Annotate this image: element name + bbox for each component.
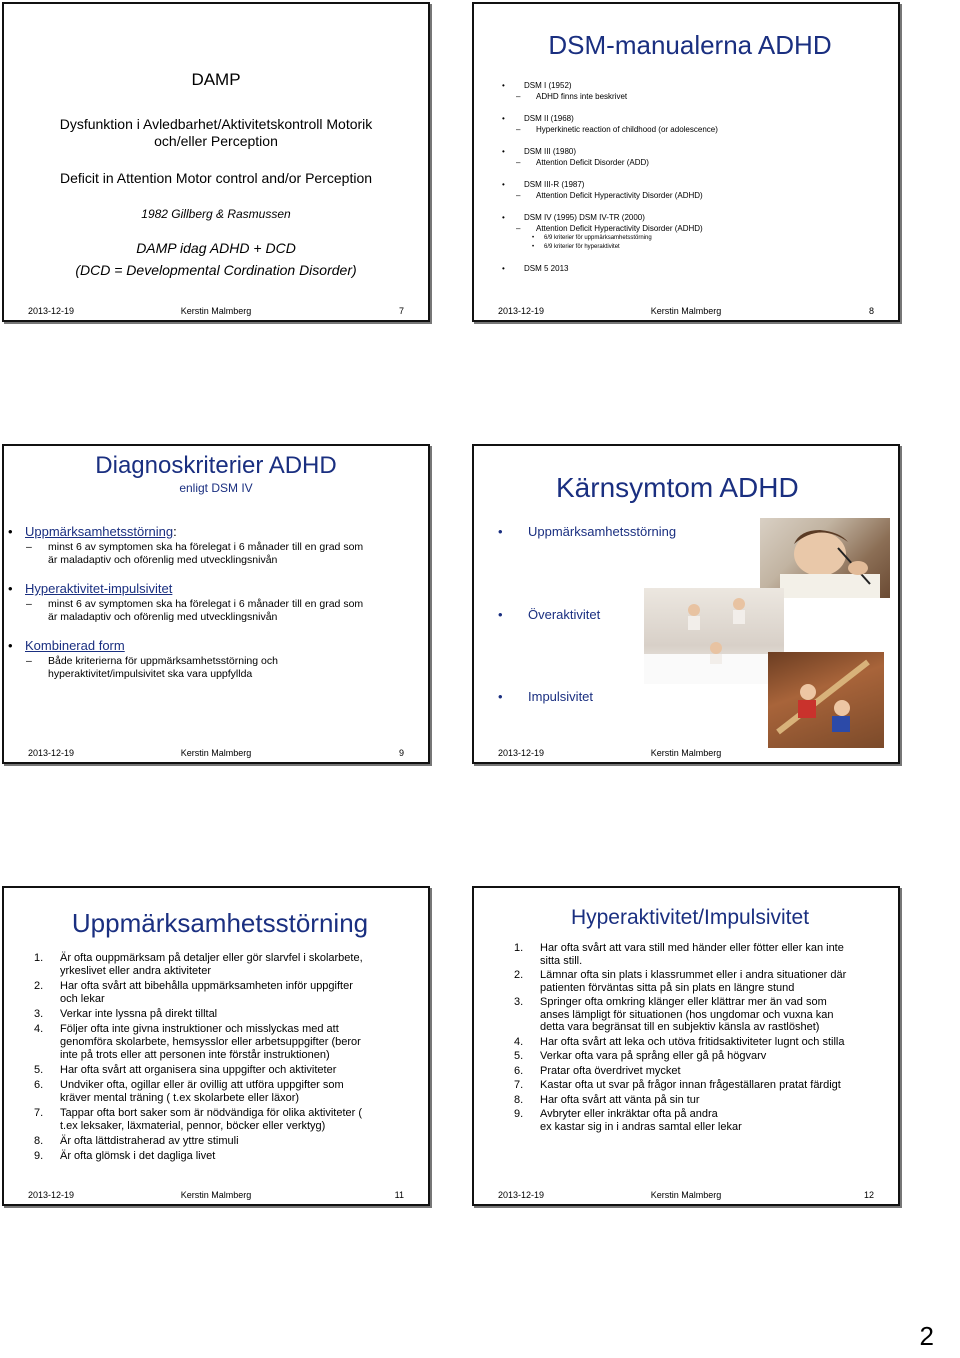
- criteria-item: 6. Pratar ofta överdrivet mycket: [514, 1064, 681, 1077]
- criteria-heading: • Uppmärksamhetsstörning:: [8, 524, 420, 539]
- criteria-list: [8, 524, 420, 681]
- dcd-definition: (DCD = Developmental Cordination Disorder): [75, 262, 357, 278]
- slide-9: [2, 444, 430, 764]
- core-symptom-item: • Impulsivitet: [498, 689, 593, 704]
- dsm-item: • DSM III-R (1987): [502, 179, 888, 190]
- criteria-item: 3. Verkar inte lyssna på direkt tilltal: [34, 1008, 218, 1020]
- footer-author: Kerstin Malmberg: [180, 1190, 252, 1200]
- criteria-item: 1. Har ofta svårt att vara still med händer eller fötter eller kan inte sitta still.: [514, 942, 844, 967]
- inattention-list: [34, 952, 420, 1165]
- dsm-item: • DSM IV (1995) DSM IV-TR (2000): [502, 212, 888, 223]
- kids-climbing-photo: [768, 652, 884, 748]
- dsm-subitem: – ADHD finns inte beskrivet: [516, 91, 888, 102]
- criteria-item: 5. Verkar ofta vara på språng eller gå på högvarv: [514, 1050, 767, 1062]
- slide-7: [2, 2, 430, 322]
- damp-definition-en: Deficit in Attention Motor control and/or Perception: [59, 170, 373, 186]
- slide-title: Kärnsymtom ADHD: [556, 472, 799, 503]
- criteria-detail: – Både kriterierna för uppmärksamhetsstörning och hyperaktivitet/impulsivitet ska vara uppfyllda: [26, 655, 420, 681]
- damp-definition-sv-1: Dysfunktion i Avledbarhet/Aktivitetskontroll Motorik: [59, 116, 373, 132]
- kids-jumping-photo: [644, 588, 784, 684]
- damp-today: DAMP idag ADHD + DCD: [136, 240, 296, 256]
- criteria-heading: • Hyperaktivitet-impulsivitet: [8, 581, 420, 596]
- criteria-item: 9. Är ofta glömsk i det dagliga livet: [34, 1150, 216, 1162]
- footer-date: 2013-12-19: [28, 748, 75, 758]
- core-symptom-item: • Överaktivitet: [498, 607, 600, 622]
- slide-subtitle: enligt DSM IV: [179, 481, 253, 495]
- footer-date: 2013-12-19: [498, 1190, 545, 1200]
- criteria-heading: • Kombinerad form: [8, 638, 420, 653]
- criteria-item: 8. Är ofta lättdistraherad av yttre stimuli: [34, 1135, 239, 1147]
- slide-title: DSM-manualerna ADHD: [548, 30, 832, 60]
- criteria-item: 8. Har ofta svårt att vänta på sin tur: [514, 1093, 700, 1106]
- slide-number: 11: [394, 1190, 404, 1200]
- dsm-item: • DSM II (1968): [502, 113, 888, 124]
- damp-origin: 1982 Gillberg & Rasmussen: [141, 207, 291, 221]
- slide-title: DAMP: [191, 70, 241, 89]
- criteria-item: 9. Avbryter eller inkräktar ofta på andra ex kastar sig in i andras samtal eller lekar: [514, 1108, 742, 1133]
- criteria-detail: – minst 6 av symptomen ska ha förelegat i 6 månader till en grad som är maladaptiv och oförenlig med utvecklingsnivån: [26, 541, 420, 567]
- footer-author: Kerstin Malmberg: [650, 1190, 722, 1200]
- criteria-item: 4. Följer ofta inte givna instruktioner och misslyckas med att genomföra skolarbete, hemsysslor eller arbetsuppgifter (beror inte på trots eller att personen inte förstår instruktionen): [34, 1023, 361, 1061]
- criteria-item: 7. Kastar ofta ut svar på frågor innan frågeställaren pratat färdigt: [514, 1079, 841, 1091]
- dsm-subitem: – Attention Deficit Hyperactivity Disorder (ADHD): [516, 223, 888, 234]
- footer-date: 2013-12-19: [498, 306, 545, 316]
- dsm-item: • DSM 5 2013: [502, 263, 888, 274]
- footer-date: 2013-12-19: [28, 306, 75, 316]
- core-symptom-item: • Uppmärksamhetsstörning: [498, 524, 676, 539]
- hyperactivity-list: [514, 942, 892, 1135]
- slide-number: 7: [398, 306, 404, 316]
- footer-author: Kerstin Malmberg: [650, 306, 722, 316]
- footer-author: Kerstin Malmberg: [180, 748, 252, 758]
- criteria-item: 1. Är ofta ouppmärksam på detaljer eller gör slarvfel i skolarbete, yrkeslivet eller andra aktiviteter: [34, 952, 363, 977]
- slide-title: Hyperaktivitet/Impulsivitet: [570, 906, 810, 929]
- criteria-item: 2. Lämnar ofta sin plats i klassrummet eller i andra situationer där patienten förväntas sitta på sin plats en längre stund: [514, 969, 847, 994]
- slide-number: 9: [398, 748, 404, 758]
- dsm-subitem: – Hyperkinetic reaction of childhood (or adolescence): [516, 124, 888, 135]
- criteria-item: 6. Undviker ofta, ogillar eller är ovillig att utföra uppgifter som kräver mental träning ( t.ex skolarbete eller läxor): [34, 1079, 344, 1104]
- page-number: 2: [919, 1321, 934, 1351]
- criteria-item: 2. Har ofta svårt att bibehålla uppmärksamheten inför uppgifter och lekar: [34, 980, 353, 1005]
- slide-8: [472, 2, 900, 322]
- dsm-subsubitem: • 6/9 kriterier för hyperaktivitet: [532, 243, 888, 252]
- slide-11: [2, 886, 430, 1206]
- criteria-item: 7. Tappar ofta bort saker som är nödvändiga för olika aktiviteter ( t.ex leksaker, läxmaterial, pennor, böcker eller verktyg): [34, 1107, 363, 1132]
- dsm-item: • DSM III (1980): [502, 146, 888, 157]
- dsm-list: [502, 80, 888, 274]
- slide-number: 8: [868, 306, 874, 316]
- slide-12: [472, 886, 900, 1206]
- criteria-item: 4. Har ofta svårt att leka och utöva fritidsaktiviteter lugnt och stilla: [514, 1035, 845, 1048]
- footer-date: 2013-12-19: [498, 748, 545, 758]
- dsm-subsubitem: • 6/9 kriterier för uppmärksamhetsstörning: [532, 234, 888, 243]
- slide-number: 12: [863, 1190, 874, 1200]
- footer-date: 2013-12-19: [28, 1190, 75, 1200]
- dsm-subitem: – Attention Deficit Hyperactivity Disorder (ADHD): [516, 190, 888, 201]
- slide-title: Diagnoskriterier ADHD: [95, 452, 337, 479]
- footer-author: Kerstin Malmberg: [650, 748, 722, 758]
- dsm-subitem: – Attention Deficit Disorder (ADD): [516, 157, 888, 168]
- slide-title: Uppmärksamhetsstörning: [71, 908, 369, 938]
- criteria-item: 5. Har ofta svårt att organisera sina uppgifter och aktiviteter: [34, 1064, 337, 1076]
- criteria-detail: – minst 6 av symptomen ska ha förelegat i 6 månader till en grad som är maladaptiv och oförenlig med utvecklingsnivån: [26, 598, 420, 624]
- dsm-item: • DSM I (1952): [502, 80, 888, 91]
- slide-10: [472, 444, 900, 764]
- footer-author: Kerstin Malmberg: [180, 306, 252, 316]
- child-writing-photo: [760, 518, 890, 598]
- damp-definition-sv-2: och/eller Perception: [154, 133, 278, 149]
- criteria-item: 3. Springer ofta omkring klänger eller klättrar mer än vad som anses lämpligt för situationen (hos ungdomar och vuxna kan detta vara begränsat till en subjektiv känsla av rastlöshet): [514, 996, 834, 1033]
